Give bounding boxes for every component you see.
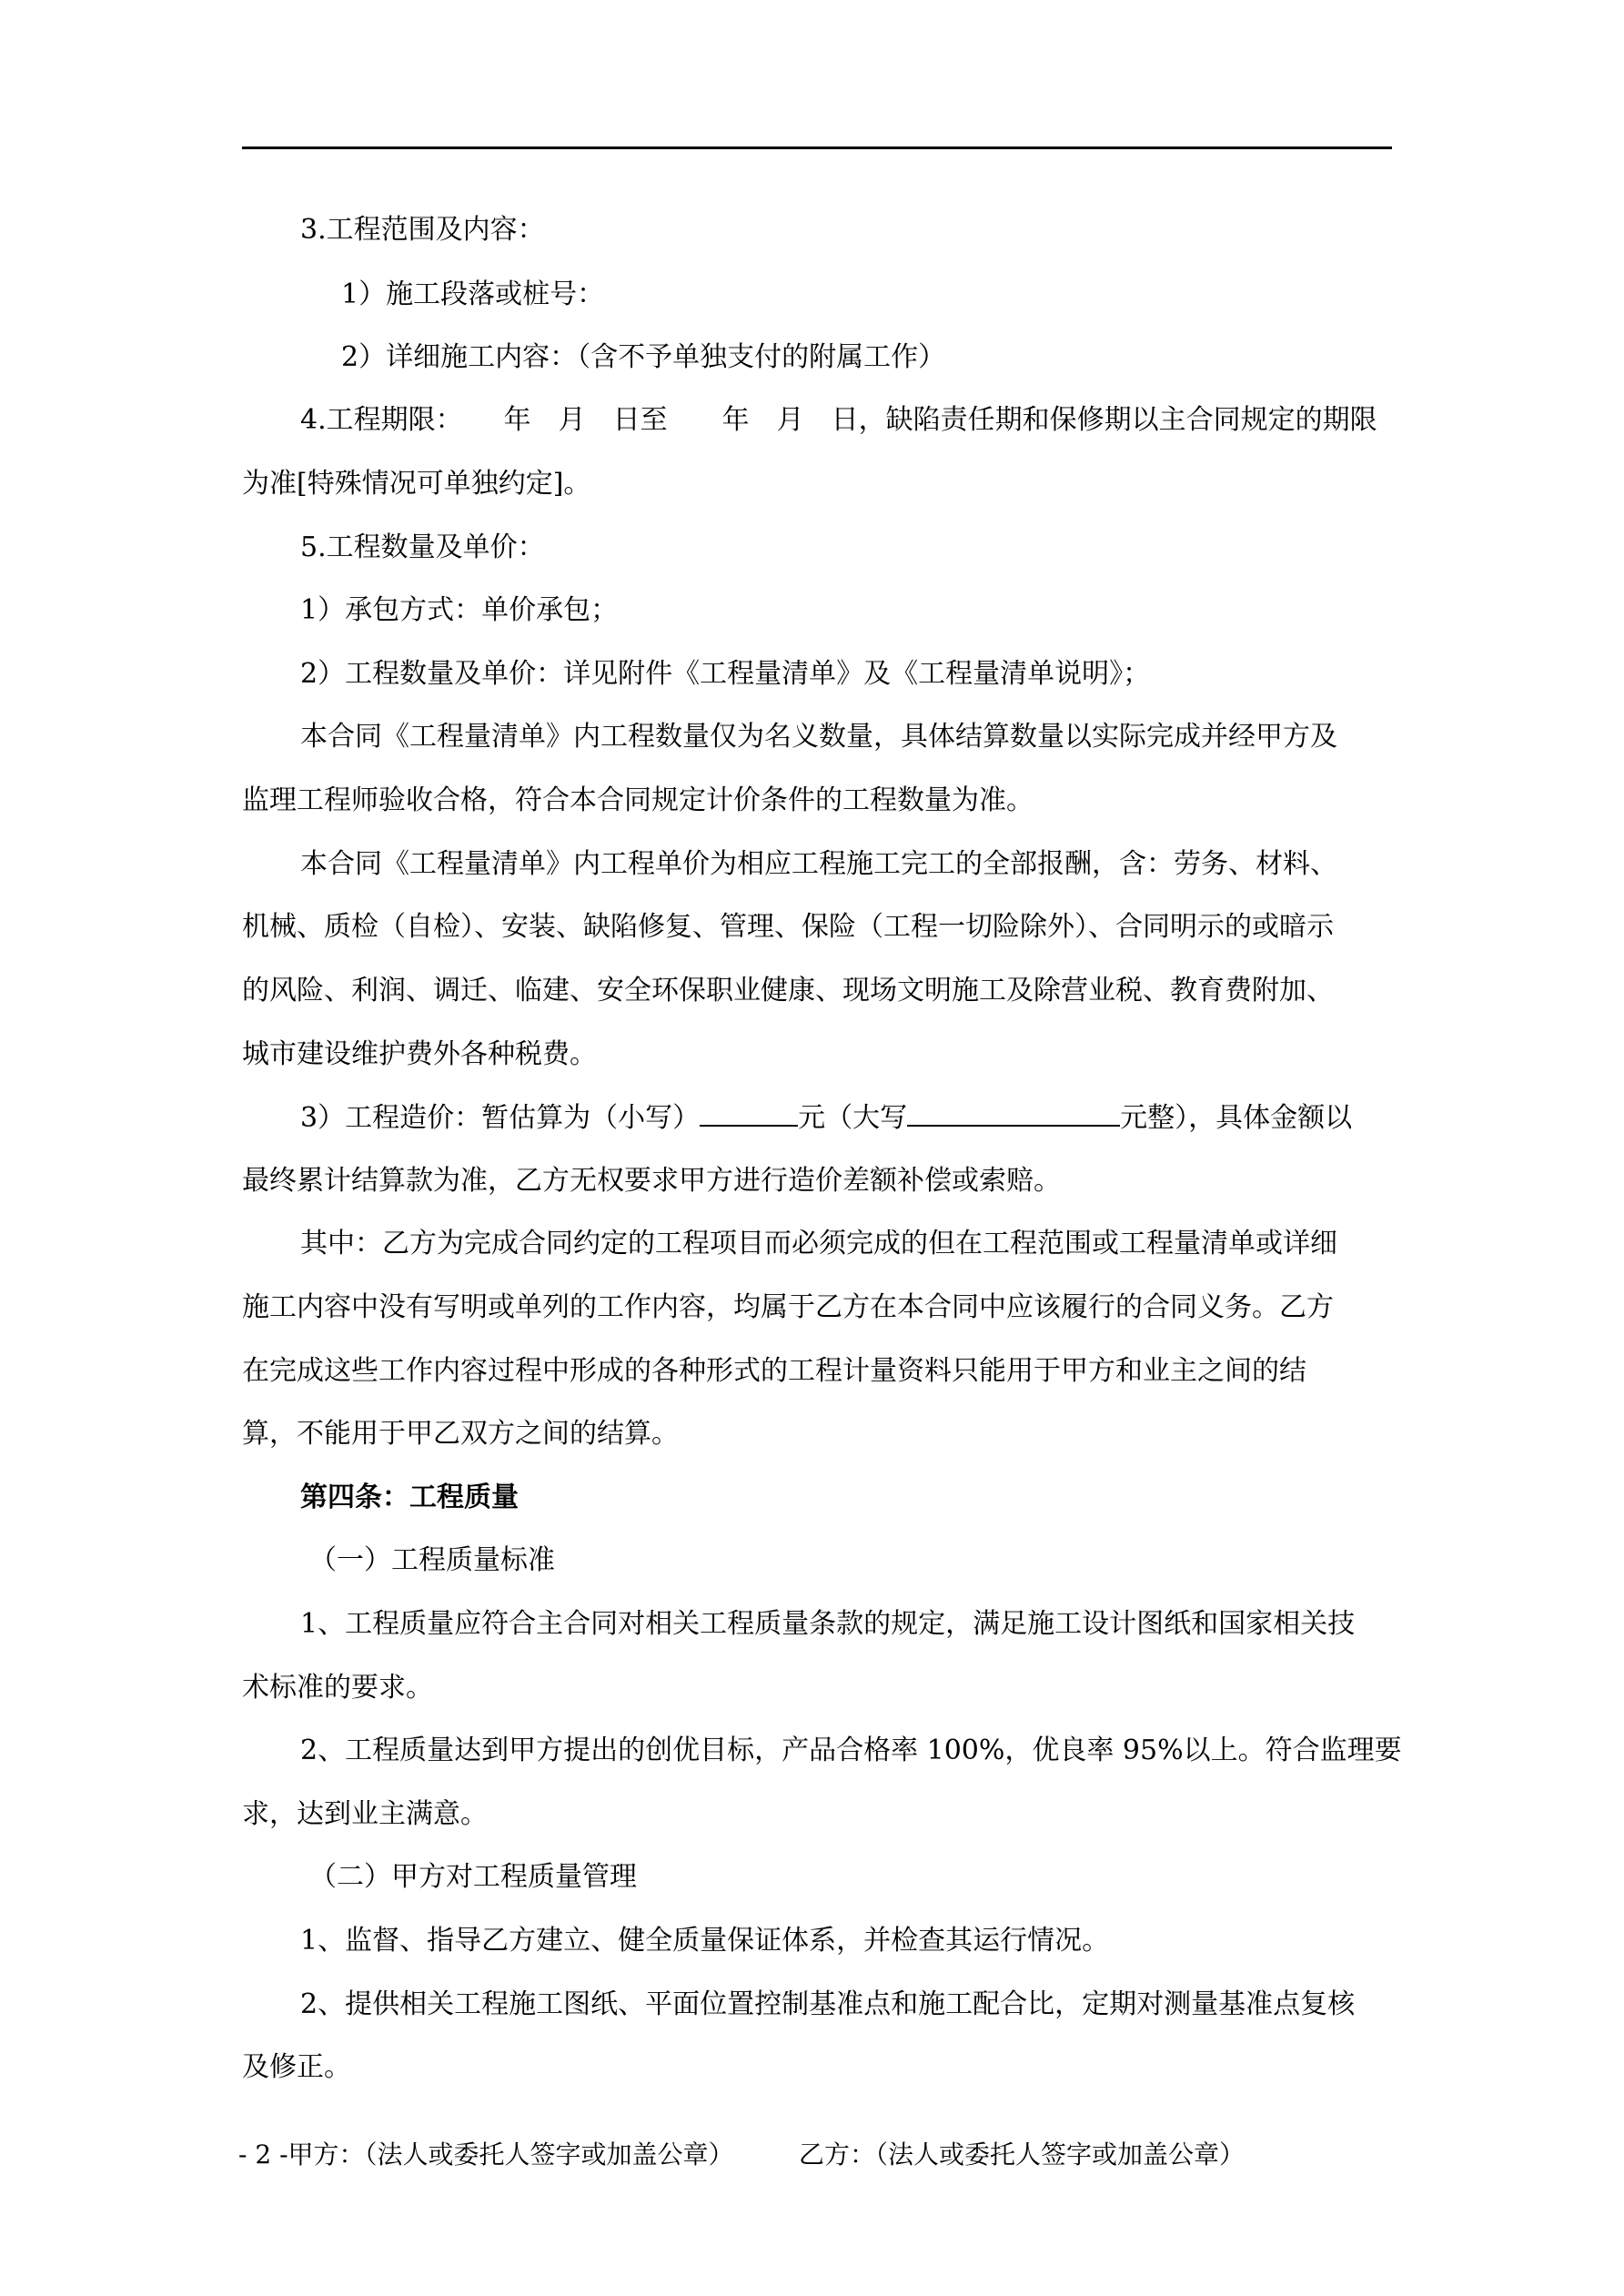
contract-price-yuan: 元（大写 — [798, 1102, 908, 1134]
unit-price-paragraph-line-3: 的风险、利润、调迁、临建、安全环保职业健康、现场文明施工及除营业税、教育费附加、 — [242, 975, 1334, 1006]
footer-party-b: 乙方：（法人或委托人签字或加盖公章） — [799, 2139, 1246, 2170]
amount-words-blank — [907, 1099, 1120, 1127]
clause-3-title: 3.工程范围及内容： — [300, 214, 545, 246]
unit-price-paragraph-line-2: 机械、质检（自检）、安装、缺陷修复、管理、保险（工程一切险除外）、合同明示的或暗示 — [242, 911, 1334, 943]
contract-price-line-1 — [300, 1099, 1352, 1137]
clause-5-title: 5.工程数量及单价： — [300, 531, 545, 563]
unit-price-paragraph-line-4: 城市建设维护费外各种税费。 — [242, 1038, 597, 1070]
quality-item-2-line-1: 2、工程质量达到甲方提出的创优目标，产品合格率 100%，优良率 95%以上。符合监理要 — [300, 1735, 1402, 1766]
amount-figures-blank — [700, 1099, 798, 1127]
clause-5-item-1: 1）承包方式：单价承包； — [300, 594, 619, 626]
scope-paragraph-line-3: 在完成这些工作内容过程中形成的各种形式的工程计量资料只能用于甲方和业主之间的结 — [242, 1355, 1306, 1387]
clause-4-line-2: 为准[特殊情况可单独约定]。 — [242, 468, 591, 500]
section-1-heading: （一）工程质量标准 — [309, 1544, 555, 1576]
scope-paragraph-line-1: 其中：乙方为完成合同约定的工程项目而必须完成的但在工程范围或工程量清单或详细 — [300, 1228, 1337, 1259]
scope-paragraph-line-4: 算，不能用于甲乙双方之间的结算。 — [242, 1418, 679, 1450]
unit-price-paragraph-line-1: 本合同《工程量清单》内工程单价为相应工程施工完工的全部报酬，含：劳务、材料、 — [300, 848, 1337, 880]
quantity-paragraph-line-1: 本合同《工程量清单》内工程数量仅为名义数量，具体结算数量以实际完成并经甲方及 — [300, 721, 1337, 753]
clause-3-item-1: 1）施工段落或桩号： — [341, 278, 605, 310]
clause-5-item-2: 2）工程数量及单价：详见附件《工程量清单》及《工程量清单说明》； — [300, 658, 1151, 690]
section-2-heading: （二）甲方对工程质量管理 — [309, 1861, 637, 1893]
management-item-2-line-2: 及修正。 — [242, 2051, 351, 2083]
clause-3-item-2: 2）详细施工内容：（含不予单独支付的附属工作） — [341, 341, 946, 373]
contract-price-suffix: 元整），具体金额以 — [1120, 1102, 1353, 1134]
quality-item-1-line-1: 1、工程质量应符合主合同对相关工程质量条款的规定，满足施工设计图纸和国家相关技 — [300, 1608, 1356, 1640]
management-item-2-line-1: 2、提供相关工程施工图纸、平面位置控制基准点和施工配合比，定期对测量基准点复核 — [300, 1988, 1356, 2020]
clause-4-line-1: 4.工程期限： 年 月 日至 年 月 日，缺陷责任期和保修期以主合同规定的期限 — [300, 404, 1377, 436]
quantity-paragraph-line-2: 监理工程师验收合格，符合本合同规定计价条件的工程数量为准。 — [242, 784, 1034, 816]
quality-item-2-line-2: 求，达到业主满意。 — [242, 1798, 488, 1830]
footer-party-a: - 2 -甲方：（法人或委托人签字或加盖公章） — [238, 2139, 734, 2170]
contract-price-label: 3）工程造价：暂估算为（小写） — [300, 1102, 701, 1134]
quality-item-1-line-2: 术标准的要求。 — [242, 1672, 433, 1704]
header-rule — [242, 147, 1392, 149]
scope-paragraph-line-2: 施工内容中没有写明或单列的工作内容，均属于乙方在本合同中应该履行的合同义务。乙方 — [242, 1291, 1334, 1323]
management-item-1: 1、监督、指导乙方建立、健全质量保证体系，并检查其运行情况。 — [300, 1925, 1110, 1957]
article-4-heading: 第四条：工程质量 — [300, 1482, 519, 1513]
contract-price-line-2: 最终累计结算款为准，乙方无权要求甲方进行造价差额补偿或索赔。 — [242, 1165, 1061, 1197]
